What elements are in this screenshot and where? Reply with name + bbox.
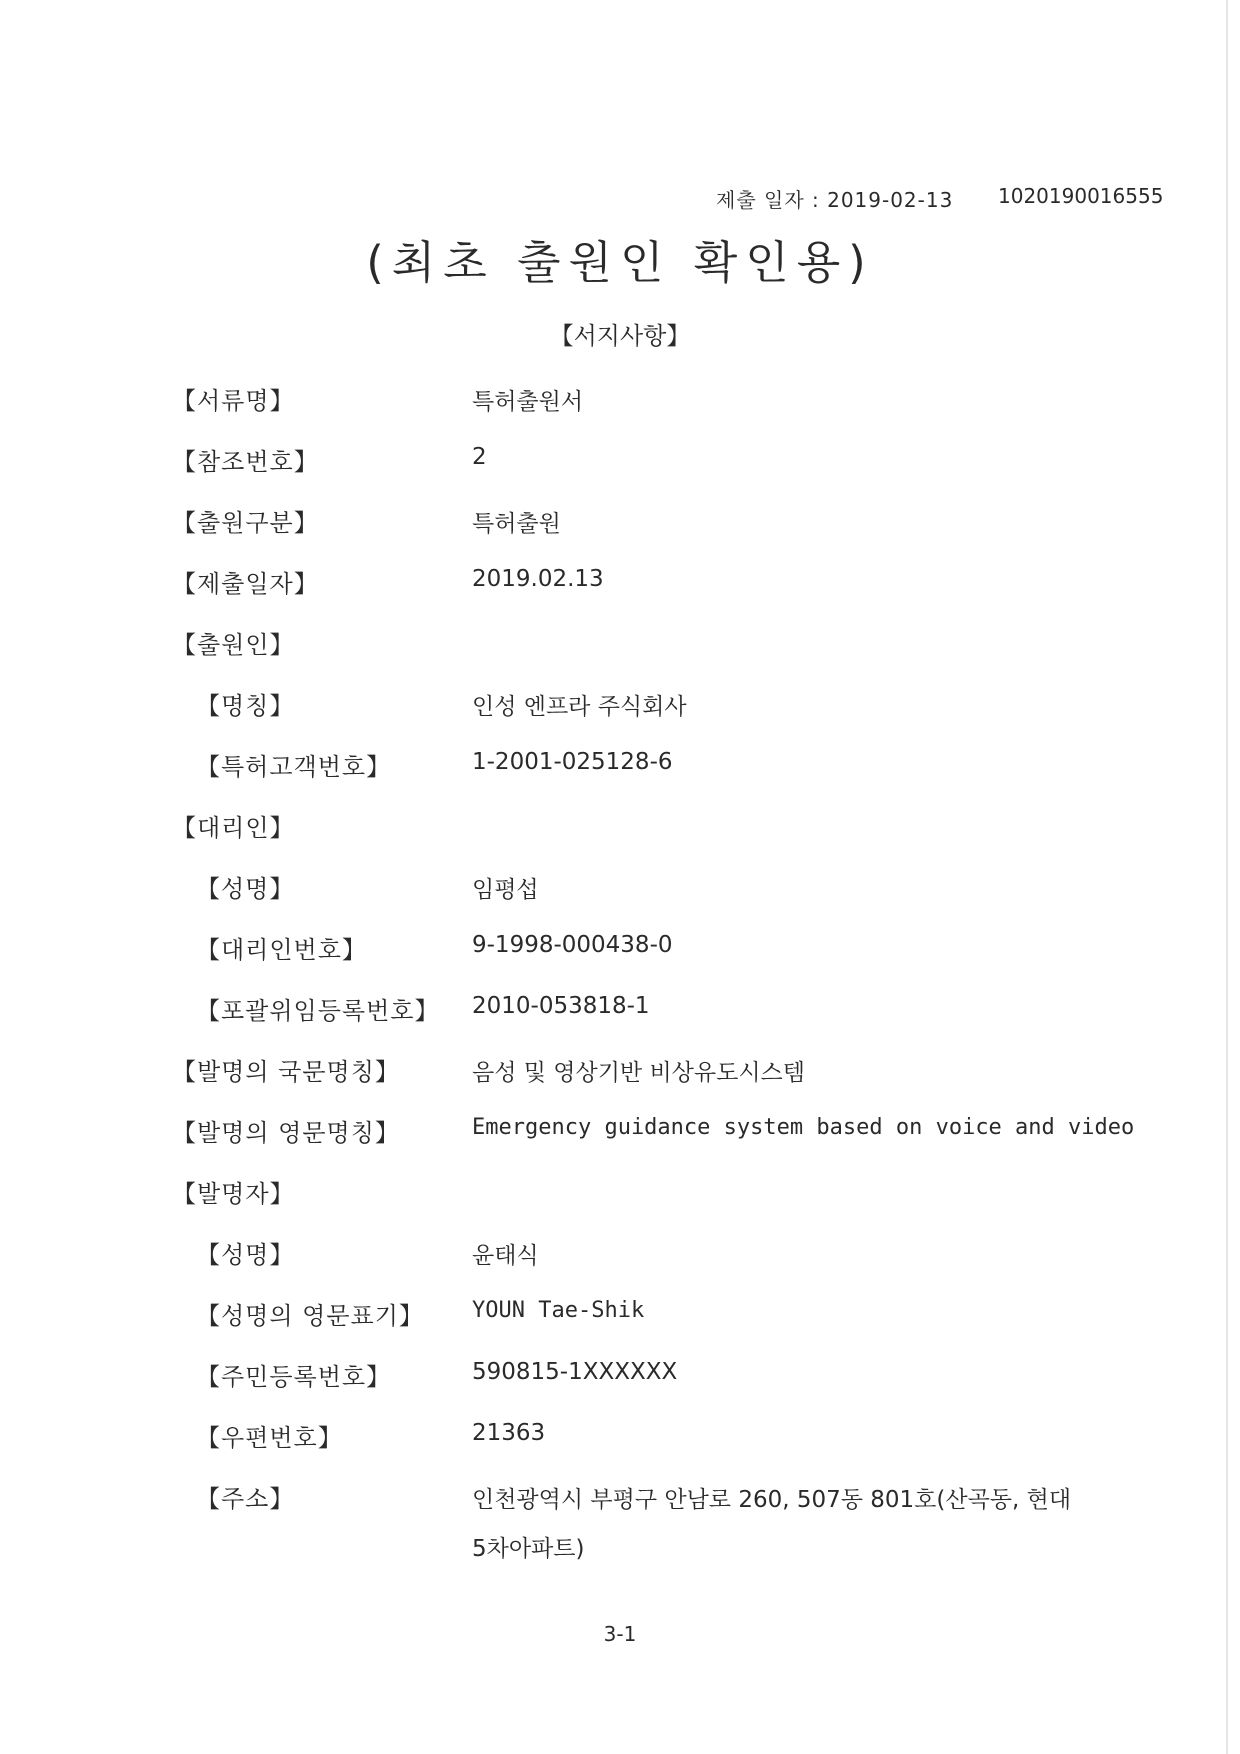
row-reference-number (0, 442, 1240, 482)
row-value: 1-2001-025128-6 (472, 749, 673, 775)
row-label: 【대리인번호】 (196, 936, 367, 964)
row-agent (0, 808, 1240, 848)
page-title: (최초 출원인 확인용) (366, 236, 874, 289)
document-number: 1020190016555 (998, 184, 1164, 208)
row-value: 2010-053818-1 (472, 993, 650, 1019)
row-value: 인성 엔프라 주식회사 (472, 694, 687, 720)
row-label: 【성명】 (196, 1241, 295, 1269)
row-value: YOUN Tae-Shik (472, 1298, 645, 1323)
address-continuation: 5차아파트) (472, 1536, 585, 1562)
row-inventor (0, 1174, 1240, 1214)
row-application-type (0, 503, 1240, 543)
row-agent-number (0, 930, 1240, 970)
row-label: 【출원구분】 (172, 509, 319, 537)
row-inventor-name (0, 1235, 1240, 1275)
row-applicant (0, 625, 1240, 665)
submission-date: 제출 일자 : 2019-02-13 (716, 188, 954, 212)
row-label: 【명칭】 (196, 692, 295, 720)
submission-header (0, 184, 1240, 214)
row-value: 음성 및 영상기반 비상유도시스템 (472, 1060, 805, 1086)
row-value: 590815-1XXXXXX (472, 1359, 678, 1385)
row-label: 【서류명】 (172, 387, 295, 415)
section-title: 【서지사항】 (549, 322, 691, 350)
row-label: 【참조번호】 (172, 448, 319, 476)
row-value: 9-1998-000438-0 (472, 932, 673, 958)
row-agent-name (0, 869, 1240, 909)
row-value: 2 (472, 444, 487, 470)
row-value: 21363 (472, 1420, 546, 1446)
row-postal-code (0, 1418, 1240, 1458)
row-invention-title-korean (0, 1052, 1240, 1092)
row-label: 【특허고객번호】 (196, 753, 392, 781)
row-label: 【성명의 영문표기】 (196, 1302, 424, 1330)
row-label: 【포괄위임등록번호】 (196, 997, 440, 1025)
row-label: 【주민등록번호】 (196, 1363, 392, 1391)
row-submission-date (0, 564, 1240, 604)
row-invention-title-english (0, 1113, 1240, 1153)
row-value: 특허출원 (472, 511, 561, 537)
row-label: 【제출일자】 (172, 570, 319, 598)
row-customer-number (0, 747, 1240, 787)
row-label: 【발명의 영문명칭】 (172, 1119, 400, 1147)
row-label: 【발명자】 (172, 1180, 295, 1208)
row-address (0, 1479, 1240, 1519)
row-label: 【출원인】 (172, 631, 295, 659)
row-label: 【주소】 (196, 1485, 295, 1513)
row-value: 임평섭 (472, 877, 539, 903)
row-label: 【성명】 (196, 875, 295, 903)
row-document-name (0, 381, 1240, 421)
row-value: 2019.02.13 (472, 566, 604, 592)
page-number: 3-1 (603, 1622, 637, 1646)
row-value: 특허출원서 (472, 389, 584, 415)
row-inventor-name-english (0, 1296, 1240, 1336)
row-resident-number (0, 1357, 1240, 1397)
row-value: Emergency guidance system based on voice and video (472, 1115, 1135, 1140)
row-value: 인천광역시 부평구 안남로 260, 507동 801호(산곡동, 현대 (472, 1487, 1072, 1513)
row-label: 【우편번호】 (196, 1424, 343, 1452)
row-general-power-number (0, 991, 1240, 1031)
row-label: 【대리인】 (172, 814, 295, 842)
row-value: 윤태식 (472, 1243, 539, 1269)
row-applicant-name (0, 686, 1240, 726)
row-label: 【발명의 국문명칭】 (172, 1058, 400, 1086)
